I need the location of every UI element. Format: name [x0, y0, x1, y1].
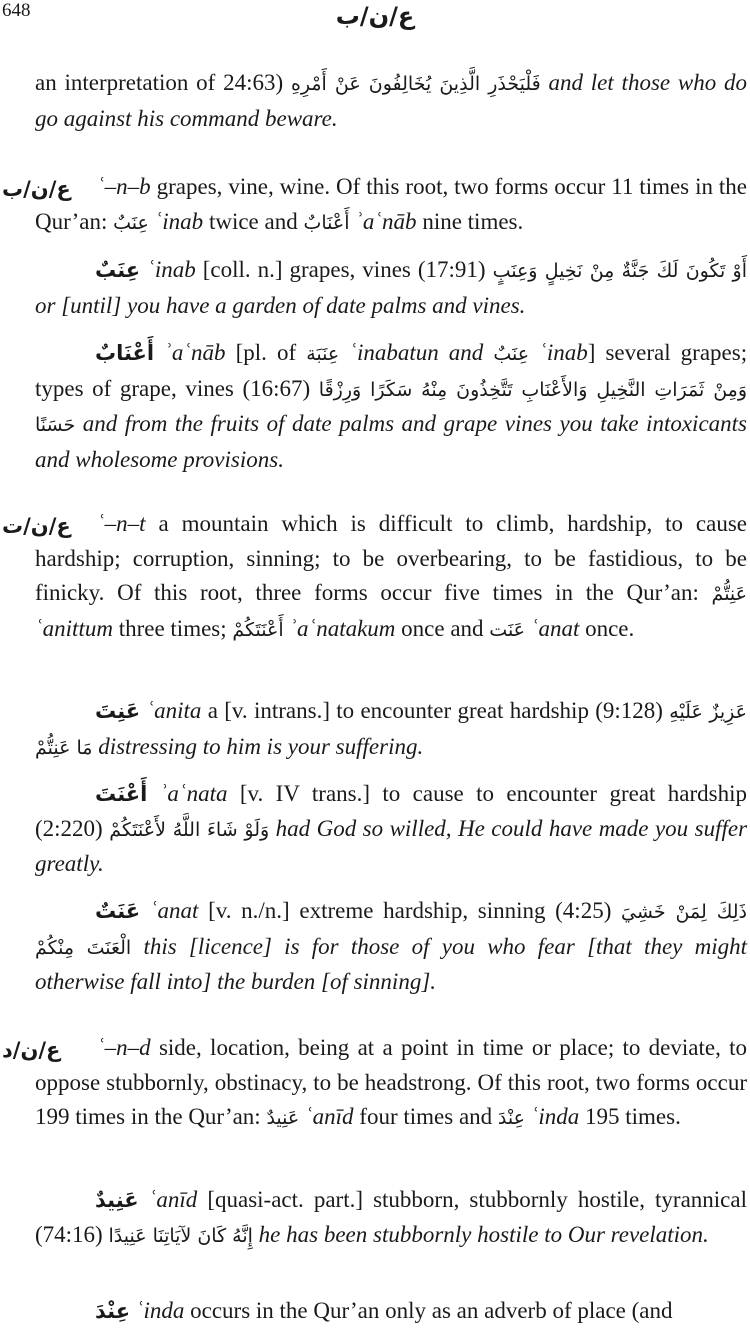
entry-headword: أَعْنَابٌ — [95, 341, 155, 365]
entry-definition: [quasi-act. part.] stubborn, stubbornly hostile, tyrannical (74:16) — [35, 1187, 747, 1247]
root-ant-text3: once and — [401, 615, 484, 641]
root-ant-form3-ar: عَنَت — [489, 618, 526, 641]
root-ant-form1-ar: عَنِتُّمْ — [711, 583, 747, 605]
entry-italic1: ʿinabatun and — [349, 340, 484, 365]
root-anb-text1: grapes, vine, wine. Of this root, two forms occur 11 times in the Qur’an: — [35, 174, 748, 234]
entry-translit: ʿinda — [135, 1298, 185, 1323]
entry-definition-2: ] several grapes; types of grape, vines (16:67) — [35, 340, 748, 401]
entry-anab — [35, 336, 747, 477]
entry-arabic-sg1: عِنَبَة — [306, 343, 340, 365]
entry-translation: distressing to him is your suffering. — [98, 733, 424, 759]
entry-anata — [35, 777, 747, 882]
root-anb-form2-tr: ʾaʿnāb — [355, 208, 417, 234]
root-ant-form3-tr: ʿanat — [530, 615, 580, 641]
entry-translation: he has been stubbornly hostile to Our revelation. — [258, 1221, 709, 1247]
entry-definition: [coll. n.] grapes, vines (17:91) — [202, 257, 486, 282]
entry-arabic: عَزِيزٌ عَلَيْهِ مَا عَنِتُّمْ — [35, 701, 747, 759]
entry-anita — [35, 694, 747, 765]
root-and-form1-tr: ʿanīd — [304, 1104, 354, 1129]
intro-translation: and let those who do go against his command beware. — [35, 70, 748, 131]
root-ant-translit: ʿ–n–t — [97, 511, 146, 536]
root-anb-text2: twice and — [208, 208, 298, 234]
entry-arabic: إِنَّهُ كَانَ لآيَاتِنَا عَنِيدًا — [108, 1224, 253, 1247]
entry-translation: or [until] you have a garden of date palms and vines. — [35, 292, 526, 318]
root-anb-translit: ʿ–n–b — [97, 174, 151, 199]
root-ant-heading: ع/ن/ت — [2, 514, 71, 538]
entry-headword: عَنِتَ — [95, 699, 141, 723]
root-and-text3: 195 times. — [585, 1104, 681, 1129]
entry-headword: عَنِيدٌ — [95, 1188, 139, 1212]
entry-definition: occurs in the Qur’an only as an adverb of place (and — [190, 1298, 673, 1323]
root-anb-text3: nine times. — [422, 208, 524, 234]
entry-anid — [35, 1183, 747, 1253]
intro-text: an interpretation of 24:63) — [35, 70, 284, 95]
entry-arabic: ذَلِكَ لِمَنْ خَشِيَ الْعَنَتَ مِنْكُمْ — [35, 901, 747, 959]
root-and-form1-ar: عَنِيدٌ — [266, 1107, 300, 1129]
root-and-text1: side, location, being at a point in time or place; to deviate, to oppose stubbornly, obstinacy, to be headstrong. Of this root, two forms occur 199 times in the Qur’an: — [35, 1035, 748, 1129]
root-ant-form1-tr: ʿanittum — [35, 615, 113, 641]
entry-arabic-sg2: عِنَبٌ — [493, 343, 530, 365]
entry-arabic: أَوْ تَكُونَ لَكَ جَنَّةٌ مِنْ نَخِيلٍ وَعِنَبٍ — [492, 260, 747, 282]
entry-definition: [pl. of — [235, 340, 297, 365]
root-and-form2-tr: ʿinda — [530, 1104, 580, 1129]
entry-translation: and from the fruits of date palms and grape vines you take intoxicants and wholesome provisions. — [35, 411, 747, 472]
root-anb-paragraph — [35, 170, 747, 240]
entry-definition: a [v. intrans.] to encounter great hardship (9:128) — [207, 698, 663, 723]
root-anb-heading: ع/ن/ب — [2, 177, 71, 201]
root-ant-paragraph — [35, 507, 747, 647]
entry-inab — [35, 253, 747, 323]
entry-headword: عِنْدَ — [95, 1299, 131, 1323]
root-anb-form1-ar: عِنَبٌ — [113, 211, 149, 234]
root-ant-form2-tr: ʾaʿnatakum — [289, 615, 396, 641]
root-and-paragraph — [35, 1031, 747, 1136]
entry-arabic: وَلَوْ شَاءَ اللَّهُ لأَعْنَتَكُمْ — [109, 818, 270, 841]
page-number: 648 — [2, 0, 31, 21]
root-and-form2-ar: عِنْدَ — [497, 1107, 525, 1129]
entry-translit: ʾaʿnāb — [164, 340, 226, 365]
entry-translit: ʿanita — [146, 698, 202, 723]
entry-anat — [35, 894, 747, 1000]
entry-headword: عَنَتٌ — [95, 899, 141, 923]
root-and-translit: ʿ–n–d — [97, 1035, 151, 1060]
entry-translit: ʾaʿnata — [159, 781, 228, 806]
entry-italic2: ʿinab — [539, 340, 588, 365]
root-ant-text4: once. — [585, 615, 635, 641]
entry-definition: [v. IV trans.] to cause to encounter great hardship (2:220) — [35, 781, 748, 841]
entry-inda — [35, 1294, 747, 1329]
root-ant-text2: three times; — [118, 615, 227, 641]
entry-arabic: وَمِنْ ثَمَرَاتِ النَّخِيلِ وَالأَعْنَابِ تَتَّخِذُونَ مِنْهُ سَكَرًا وَرِزْقًا حَسَنًا — [35, 378, 748, 436]
root-and-heading: ع/ن/د — [2, 1038, 61, 1062]
entry-translit: ʿinab — [147, 257, 196, 282]
root-ant-form2-ar: أَعْنَتَكُمْ — [232, 618, 284, 641]
root-and-text2: four times and — [359, 1104, 493, 1129]
root-ant-text1: a mountain which is difficult to climb, hardship, to cause hardship; corruption, sinning; to be overbearing, to be fastidious, to be finicky. Of this root, three forms occur five times in the Qur’an: — [35, 511, 747, 605]
running-head: ع/ن/ب — [335, 2, 415, 30]
entry-translation: had God so willed, He could have made you suffer greatly. — [35, 815, 748, 876]
intro-arabic: فَلْيَحْذَرِ الَّذِينَ يُخَالِفُونَ عَنْ أَمْرِهِ — [290, 73, 541, 95]
entry-headword: عِنَبٌ — [95, 258, 141, 282]
intro-paragraph — [35, 66, 747, 136]
entry-definition: [v. n./n.] extreme hardship, sinning (4:25) — [208, 898, 612, 923]
entry-translit: ʿanat — [149, 898, 199, 923]
entry-translation: this [licence] is for those of you who fear [that they might otherwise fall into] the burden [of sinning]. — [35, 933, 747, 994]
entry-translit: ʿanīd — [148, 1187, 198, 1212]
root-anb-form1-tr: ʿinab — [154, 208, 204, 234]
entry-headword: أَعْنَتَ — [95, 782, 148, 806]
root-anb-form2-ar: أَعْنَابٌ — [303, 211, 350, 234]
